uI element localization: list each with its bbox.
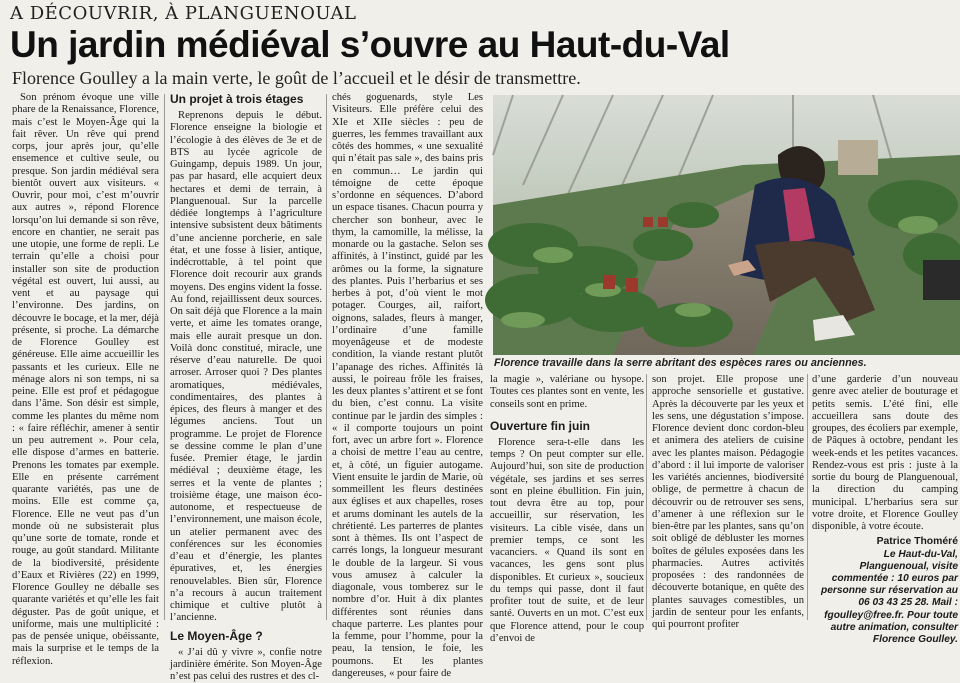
article-column-2 bbox=[170, 92, 322, 620]
subhead: Florence Goulley a la main verte, le goût de l’accueil et le désir de transmettre. bbox=[12, 68, 581, 89]
greenhouse-photo bbox=[493, 95, 960, 355]
column-rule bbox=[164, 94, 165, 620]
kicker: A DÉCOUVRIR, À PLANGUENOUAL bbox=[10, 3, 356, 24]
section-heading: Un projet à trois étages bbox=[170, 92, 322, 106]
body-paragraph: d’une garderie d’un nouveau genre avec atelier de bouturage et petits semis. L’été fini, elle accueillera sans doute des groupes, des écoliers par exemple, de Pâques à octobre, pendant les week-ends et les petites vacances. Rendez-vous est pris : juste à la sortie du bourg de Planguenoual, la direction du camping municipal. L’herbarius sera sur votre droite, et Florence Goulley disponible, à votre écoute. bbox=[812, 374, 958, 533]
body-paragraph: la magie », valériane ou hysope. Toutes ces plantes sont en vente, les conseils sont en prime. bbox=[490, 374, 644, 411]
column-rule bbox=[326, 94, 327, 620]
headline: Un jardin médiéval s’ouvre au Haut-du-Val bbox=[10, 24, 730, 66]
article-column-4 bbox=[490, 374, 644, 620]
practical-info: Le Haut-du-Val, Planguenoual, visite commentée : 10 euros par personne sur réservation au 06 03 43 25 28. Mail : fgoulley@free.fr. Pour toute autre animation, consulter Florence Goulley. bbox=[812, 549, 958, 647]
body-paragraph: Florence sera-t-elle dans les temps ? On peut compter sur elle. Aujourd’hui, son site de production végétale, ses jardins et ses serres sont en pleine ébullition. Fin juin, tout devra être au top, pour accueillir, sur réservation, les visiteurs. La cible visée, dans un premier temps, ce sont les vacanciers. « Quand ils sont en vacances, les gens sont plus disponibles. Et curieux », soucieux du temps qui passe, dont il faut profiter tout de suite, et de leur santé. Ouverts en un mot. C’est eux que Florence attend, pour le coup d’envoi de bbox=[490, 437, 644, 645]
greenhouse-photo-image bbox=[493, 95, 960, 355]
section-heading: Ouverture fin juin bbox=[490, 419, 644, 433]
article-column-1 bbox=[12, 92, 159, 620]
body-paragraph: Reprenons depuis le début. Florence enseigne la biologie et l’écologie à des élèves de 3e et de BTS au lycée agricole de Guingamp, depuis 1989. Un jour, pas par hasard, elle acquiert deux hectares et demi de terrain, à Planguenoual. Sur la parcelle dédiée longtemps à l’agriculture intensive subsistent deux bâtiments d’une ancienne porcherie, en sale état, et une fosse à lisier, antique, indécrottable, à tel point que Florence doit recourir aux grands moyens. Des engins vident la fosse. Au fond, rejaillissent deux sources. On sait déjà que Florence a la main verte, et aime les tomates orange, mais elle aurait presque un don. Voilà donc constitué, miracle, une réserve d’eau naturelle. De quoi arroser. Arroser quoi ? Des plantes aromatiques, médiévales, condimentaires, des plantes à épices, des fleurs à manger et des légumes anciens. Tout un programme. Le projet de Florence se dessine comme le plan d’une fusée. Premier étage, le jardin médiéval ; deuxième étage, les serres et la vente de plantes ; troisième étage, une maison éco-autonome, et respectueuse de l’environnement, une maison école, un atelier permanent avec des conférences sur les économies d’eau et d’énergie, les plantes épuratives, et, les énergies renouvelables. Bien sûr, Florence n’a recours à aucun traitement chimique et cultive plutôt à l’ancienne. bbox=[170, 110, 322, 625]
body-paragraph: « J’ai dû y vivre », confie notre jardinière émérite. Son Moyen-Âge n’est pas celui des rustres et des cl- bbox=[170, 647, 322, 683]
body-paragraph: son projet. Elle propose une approche sensorielle et gustative. Après la découverte par les yeux et les sens, une dégustation s’impose. Florence devient donc cordon-bleu et animera des ateliers de cuisine avec les plantes maison. Pédagogie d’abord : il lui importe de valoriser les variétés anciennes, biodiversité oblige, de permettre à chacun de découvrir ou de retrouver ses sens, d’amener à une réflexion sur le bien-être par les plantes, sans qu’on soit obligé de débluster les mornes boîtes de gélules exposées dans les pharmacies. Autres activités proposées : des randonnées de découverte botanique, en quête des plantes sauvages comestibles, un jardin de senteur pour les enfants, qui pourront profiter bbox=[652, 374, 804, 631]
body-paragraph: Son prénom évoque une ville phare de la Renaissance, Florence, mais c’est le Moyen-Âge qui la fait rêver. Un rêve qui prend corps, jour après jour, qu’elle ensemence et cultive seule, ou presque. Son jardin médiéval sera bientôt ouvert aux visiteurs. « Ouvrir, pour moi, c’est m’ouvrir aux autres », répond Florence lorsqu’on lui demande si son rêve, encore en chantier, ne serait pas une utopie, une forme de repli. Le terrain qu’elle a choisi pour installer son site de production végétal est ouvert, lui aussi, au vent et au paysage qui l’environne. Des jardins, on découvre le bocage, et la mer, déjà présente, si proche. La démarche de Florence Goulley est généreuse. Elle aime accueillir les passants et les curieux. Elle ne ménage alors ni son temps, ni sa peine. Elle est prof et pédagogue dans l’âme. Son désir est simple, comme les plantes du même nom : « faire réfléchir, amener à sentir un peu autrement ». Pour cela, elle dispose d’armes en batterie. Prenons les tomates par exemple. Elle en présente carrément quarante variétés, pas une de moins. Elle est comme ça, Florence. Elle ne veut pas d’un monde où ne subsisterait plus qu’une sorte de tomate, ronde et rouge, au goût standard. Militante de la biodiversité, présidente d’Eaux et Rivières (22) en 1999, Florence Goulley ne déballe ses quarante variétés et qu’elle les fait déguster. Pas de goût unique, et uniforme, mais une multiplicité : pas de pensée unique, obéissante, mais la surprise et le temps de la réflexion. bbox=[12, 92, 159, 668]
body-paragraph: chés goguenards, style Les Visiteurs. Elle préfère celui des XIe et XIIe siècles : peu de guerres, les femmes travaillant aux côtés des hommes, « une sexualité qui n’était pas sale », des bains pris en commun… Le jardin qui témoigne de cette époque s’ordonne en séquences. D’abord un espace tisanes. Chacun pourra y chercher son bonheur, avec le thym, la camomille, la mélisse, la monarde ou la gastache. Selon ses affinités, à l’instinct, guidé par les arômes ou la forme, la signature des plantes. Puis l’herbarius et ses herbes à pot, d’où vient le mot potager. Courges, ail, raifort, oignons, salades, fleurs à manger, l’ordinaire d’une famille moyenâgeuse et de modeste condition, la viande restant plutôt l’apanage des riches. Affinités là aussi, le poireau frôle les fraises, les deux plantes s’attirent et se font du bien, c’est connu. La visite continue par le jardin des simples : « il comporte toujours un point fort, avec un arbre fort ». Florence a choisi de mettre l’eau au centre, et, à côté, un figuier autogame. Vient ensuite le jardin de Marie, où sommeillent les fleurs destinées aux églises et aux chapelles, roses et arums dominant les autels de la chrétienté. Les parterres de plantes sont à thèmes. Ils ont l’aspect de carrés longs, la longueur mesurant le double de la largeur. Si vous vous amusez à calculer la diagonale, vous tomberez sur le nombre d’or. Huit à dix plantes différentes sont réunies dans chaque parterre. Les plantes pour la femme, pour l’homme, pour la peau, la tension, le foie, les poumons. Et les plantes dangereuses, « pour faire de bbox=[332, 92, 483, 680]
section-heading: Le Moyen-Âge ? bbox=[170, 629, 322, 643]
article-column-6 bbox=[812, 374, 958, 620]
article-column-3 bbox=[332, 92, 483, 620]
photo-caption: Florence travaille dans la serre abritant des espèces rares ou anciennes. bbox=[494, 357, 954, 369]
column-rule bbox=[807, 374, 808, 620]
article-column-5 bbox=[652, 374, 804, 620]
column-rule bbox=[646, 374, 647, 620]
author-signature: Patrice Thoméré bbox=[812, 536, 958, 548]
